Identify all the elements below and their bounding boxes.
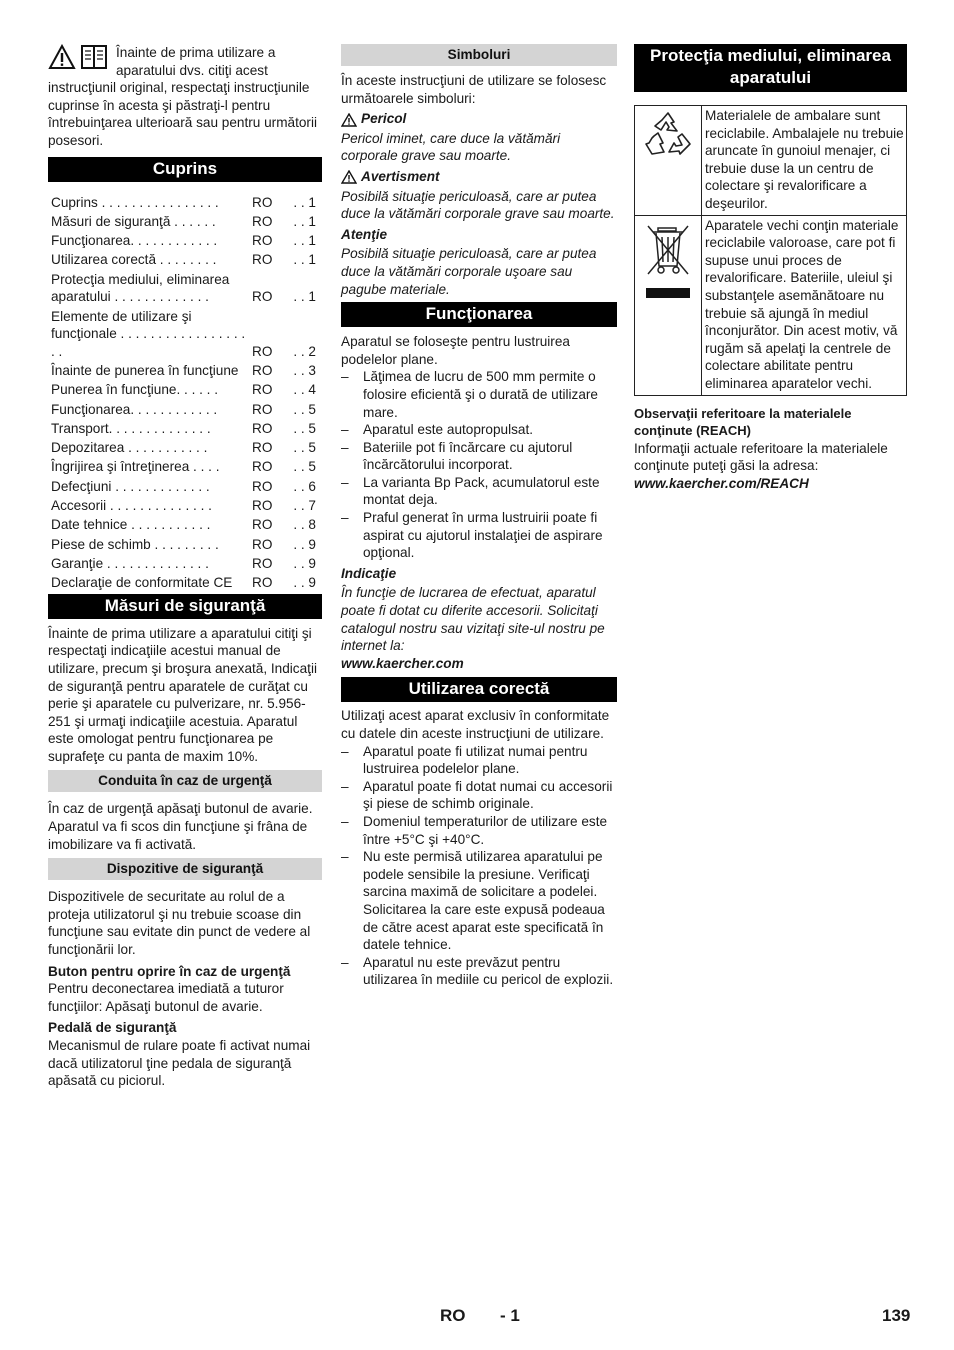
devices-text: Dispozitivele de securitate au rolul de a proteja utilizatorul şi nu trebuie scoase din funcţiune sau evitate din punct de vedere al funcţionării lor.	[48, 889, 311, 958]
toc-entry-page: . . 9	[293, 575, 316, 591]
toc-entry-label: Depozitarea . . . . . . . . . . .	[51, 440, 208, 456]
list-item: – Aparatul poate fi dotat numai cu accesorii şi piese de schimb originale.	[341, 778, 617, 813]
column-middle	[341, 44, 617, 989]
list-item: – Nu este permisă utilizarea aparatului pe podele sensibile la presiune. Verificaţi sarcina maximă de solicitare a podelei. Solicitarea la care este expusă podeaua de către acest aparat este specificată în datele tehnice.	[341, 848, 617, 954]
warning-heading	[341, 168, 617, 186]
warning-text: Posibilă situaţie periculoasă, care ar putea duce la vătămări corporale grave sau moarte.	[341, 188, 615, 222]
warning-label: Avertisment	[361, 168, 440, 184]
toc-entry-page: . . 5	[293, 401, 316, 417]
list-item: – Lăţimea de lucru de 500 mm permite o folosire eficientă şi o durată de utilizare mare.	[341, 368, 617, 421]
toc-entry-lang: RO	[252, 555, 273, 571]
caution-label: Atenţie	[341, 226, 388, 242]
danger-label: Pericol	[361, 111, 407, 127]
toc-entry-label: Măsuri de siguranţă . . . . . .	[51, 213, 216, 229]
note-text: În funcţie de lucrarea de efectuat, aparatul poate fi dotat cu diferite accesorii. Solicitaţi catalogul nostru sau vizitaţi site-ul nostru pe internet la:	[341, 585, 605, 654]
emergency-text: În caz de urgenţă apăsaţi butonul de avarie. Aparatul va fi scos din funcţiune şi frâna de imobilizare va fi activată.	[48, 801, 313, 852]
toc-entry-label: Înainte de punerea în funcţiune	[51, 363, 239, 379]
toc-entry-lang: RO	[252, 233, 273, 249]
toc-entry-label: Îngrijirea şi întreţinerea . . . .	[51, 459, 220, 475]
toc-entry-page: . . 1	[293, 289, 316, 305]
toc-entry[interactable]	[48, 251, 322, 269]
toc-entry-lang: RO	[252, 289, 273, 305]
toc-entry-page: . . 1	[293, 194, 316, 210]
toc-entry[interactable]	[48, 401, 322, 419]
toc-entry-lang: RO	[252, 498, 273, 513]
toc-entry[interactable]	[48, 458, 322, 476]
note-label: Indicaţie	[341, 565, 397, 581]
toc-entry[interactable]	[48, 271, 322, 306]
toc-entry[interactable]	[48, 536, 322, 554]
caution-text: Posibilă situaţie periculoasă, care ar putea duce la vătămări corporale uşoare sau pagube materiale.	[341, 246, 597, 297]
packaging-row	[635, 106, 907, 216]
weee-cell	[635, 215, 702, 395]
toc-entry-label: Elemente de utilizare şi funcţionale . . . . . . . . . . . . . . . . . . .	[51, 308, 246, 359]
button-text: Pentru deconectarea imediată a tuturor funcţiilor: Apăsaţi butonul de avarie.	[48, 981, 284, 1014]
crossed-out-bin-icon	[642, 220, 694, 302]
intro-block	[48, 44, 322, 150]
toc-entry[interactable]	[48, 420, 322, 438]
proper-use-intro: Utilizaţi acest aparat exclusiv în conformitate cu datele din aceste instrucţiuni de utilizare.	[341, 708, 610, 741]
toc-entry-page: . . 1	[293, 252, 316, 268]
toc-entry-label: Utilizarea corectă . . . . . . . .	[51, 252, 217, 268]
toc-entry-lang: RO	[252, 252, 273, 268]
footer-section: - 1	[500, 1306, 520, 1325]
list-item: – La varianta Bp Pack, acumulatorul este montat deja.	[341, 474, 617, 509]
reach-url[interactable]: www.kaercher.com/REACH	[634, 475, 809, 491]
toc-entry-label: Funcţionarea. . . . . . . . . . . .	[51, 233, 218, 249]
devices-title: Dispozitive de siguranţă	[48, 858, 322, 880]
toc-entry[interactable]	[48, 308, 322, 361]
toc-entry-label: Funcţionarea. . . . . . . . . . . .	[51, 401, 218, 417]
toc-entry-lang: RO	[252, 401, 273, 417]
list-item: – Praful generat în urma lustruirii poate fi aspirat cu ajutorul instalaţiei de aspirare opţional.	[341, 509, 617, 562]
toc-entry-lang: RO	[252, 213, 273, 229]
toc-entry-lang: RO	[252, 517, 273, 533]
list-item: – Aparatul poate fi utilizat numai pentru lustruirea podelelor plane.	[341, 743, 617, 778]
recycle-icon	[642, 110, 694, 162]
toc-entry-page: . . 1	[293, 233, 316, 249]
toc-entry-page: . . 5	[293, 440, 316, 456]
toc-entry-lang: RO	[252, 194, 273, 210]
toc-entry-page: . . 4	[293, 382, 316, 398]
environment-table	[634, 105, 907, 396]
toc-entry-lang: RO	[252, 478, 273, 494]
warning-triangle-icon	[341, 113, 357, 127]
danger-heading	[341, 110, 617, 128]
toc-entry-page: . . 5	[293, 459, 316, 475]
toc-title: Cuprins	[48, 157, 322, 182]
reach-text: Informaţii actuale referitoare la materialele conţinute puteţi găsi la adresa:	[634, 440, 888, 474]
page-footer	[0, 1307, 954, 1329]
toc-entry-page: . . 9	[293, 555, 316, 571]
toc-entry-lang: RO	[252, 440, 273, 456]
warning-triangle-icon	[341, 170, 357, 184]
footer-lang: RO	[440, 1306, 466, 1325]
toc-entry-page: . . 1	[293, 213, 316, 229]
toc-entry-lang: RO	[252, 459, 273, 475]
toc-entry-label: Defecţiuni . . . . . . . . . . . . .	[51, 478, 210, 494]
devices-row	[635, 215, 907, 395]
safety-text: Înainte de prima utilizare a aparatului citiţi şi respectaţi indicaţiile acestui manual de utilizare, precum şi broşura anexată, Indicaţii de siguranţă pentru aparatele de curăţat cu perie şi aparatele cu pulverizare, nr. 5.956-251 şi urmaţi indicaţiile acestuia. Aparatul este omologat pentru funcţionarea pe suprafeţe cu panta de maxim 10%.	[48, 625, 317, 764]
toc-entry-label: Date tehnice . . . . . . . . . . .	[51, 517, 211, 533]
toc-entry-page: . . 7	[293, 498, 316, 513]
intro-text: Înainte de prima utilizare a aparatului dvs. citiţi acest instrucţiunil original, respectaţi instrucţiunile cuprinse în acesta şi păstraţi-l pentru întrebuinţarea ulterioară sau pentru următorii posesori.	[48, 45, 318, 148]
toc-entry-label: Protecţia mediului, eliminarea aparatului . . . . . . . . . . . . .	[51, 271, 230, 305]
warning-triangle-icon	[48, 44, 76, 70]
toc-entry-page: . . 9	[293, 536, 316, 552]
toc-entry-page: . . 6	[293, 478, 316, 494]
list-item: – Aparatul nu este prevăzut pentru utilizarea în mediile cu pericol de explozii.	[341, 954, 617, 989]
toc-entry[interactable]	[48, 381, 322, 399]
toc-entry-label: Declaraţie de conformitate CE	[51, 575, 233, 591]
toc-entry[interactable]	[48, 478, 322, 496]
danger-text: Pericol iminet, care duce la vătămări corporale grave sau moarte.	[341, 130, 561, 164]
toc-entry-label: Piese de schimb . . . . . . . . .	[51, 536, 219, 552]
toc-entry-label: Cuprins . . . . . . . . . . . . . . . .	[51, 194, 219, 210]
recycle-cell	[635, 106, 702, 216]
symbols-intro: În aceste instrucţiuni de utilizare se folosesc următoarele simboluri:	[341, 73, 607, 106]
toc-entry-lang: RO	[252, 363, 273, 379]
toc-entry[interactable]	[48, 497, 322, 515]
toc-entry-lang: RO	[252, 343, 273, 359]
toc-entry[interactable]	[48, 439, 322, 457]
packaging-text: Materialele de ambalare sunt reciclabile. Ambalajele nu trebuie aruncate în gunoiul menajer, ci trebuie duse la un centru de colectare şi revalorificare a deşeurilor.	[702, 106, 907, 216]
proper-use-title: Utilizarea corectă	[341, 677, 617, 702]
toc-entry[interactable]	[48, 362, 322, 380]
column-left	[48, 44, 322, 1090]
toc-entry-label: Punerea în funcţiune. . . . . .	[51, 382, 219, 398]
toc-entry[interactable]	[48, 555, 322, 573]
note-url[interactable]: www.kaercher.com	[341, 655, 464, 671]
toc-entry[interactable]	[48, 516, 322, 534]
toc-entry-lang: RO	[252, 382, 273, 398]
safety-title: Măsuri de siguranţă	[48, 594, 322, 619]
toc-list	[48, 194, 322, 592]
toc-entry-lang: RO	[252, 536, 273, 552]
toc-entry[interactable]	[48, 232, 322, 250]
toc-entry-label: Accesorii . . . . . . . . . . . . . .	[51, 498, 212, 513]
toc-entry-page: . . 3	[293, 363, 316, 379]
emergency-title: Conduita în caz de urgenţă	[48, 770, 322, 792]
toc-entry-page: . . 2	[293, 343, 316, 359]
toc-entry[interactable]	[48, 194, 322, 212]
pedal-text: Mecanismul de rulare poate fi activat numai dacă utilizatorul ţine pedala de siguranţă apăsată cu piciorul.	[48, 1038, 311, 1089]
pedal-title: Pedală de siguranţă	[48, 1020, 177, 1036]
symbols-title: Simboluri	[341, 44, 617, 66]
toc-entry[interactable]	[48, 213, 322, 231]
list-item: – Aparatul este autopropulsat.	[341, 421, 617, 439]
function-list	[341, 368, 617, 562]
toc-entry[interactable]	[48, 574, 322, 592]
column-right	[634, 44, 907, 492]
list-item: – Domeniul temperaturilor de utilizare este între +5°C şi +40°C.	[341, 813, 617, 848]
devices-text: Aparatele vechi conţin materiale reciclabile valoroase, care pot fi supuse unui proces de revalorificare. Bateriile, uleiul şi substanţele asemănătoare nu trebuie să ajungă în mediul înconjurător. Din acest motiv, vă rugăm să apelaţi la centrele de colectare abilitate pentru eliminarea aparatelor vechi.	[702, 215, 907, 395]
intro-icons	[48, 44, 110, 70]
toc-entry-label: Garanţie . . . . . . . . . . . . . .	[51, 555, 209, 571]
toc-entry-page: . . 8	[293, 517, 316, 533]
manual-book-icon	[80, 44, 108, 70]
toc-entry-label: Transport. . . . . . . . . . . . . .	[51, 420, 211, 436]
toc-entry-lang: RO	[252, 420, 273, 436]
function-title: Funcţionarea	[341, 302, 617, 327]
footer-page-number: 139	[882, 1306, 911, 1325]
proper-use-list	[341, 743, 617, 989]
list-item: – Bateriile pot fi încărcare cu ajutorul încărcătorului incorporat.	[341, 439, 617, 474]
function-intro: Aparatul se foloseşte pentru lustruirea podelelor plane.	[341, 334, 570, 367]
reach-title: Observaţii referitoare la materialele conţinute (REACH)	[634, 405, 852, 439]
button-title: Buton pentru oprire în caz de urgenţă	[48, 963, 291, 979]
toc-entry-lang: RO	[252, 575, 273, 591]
environment-title: Protecţia mediului, eliminarea aparatului	[634, 44, 907, 92]
toc-entry-page: . . 5	[293, 420, 316, 436]
